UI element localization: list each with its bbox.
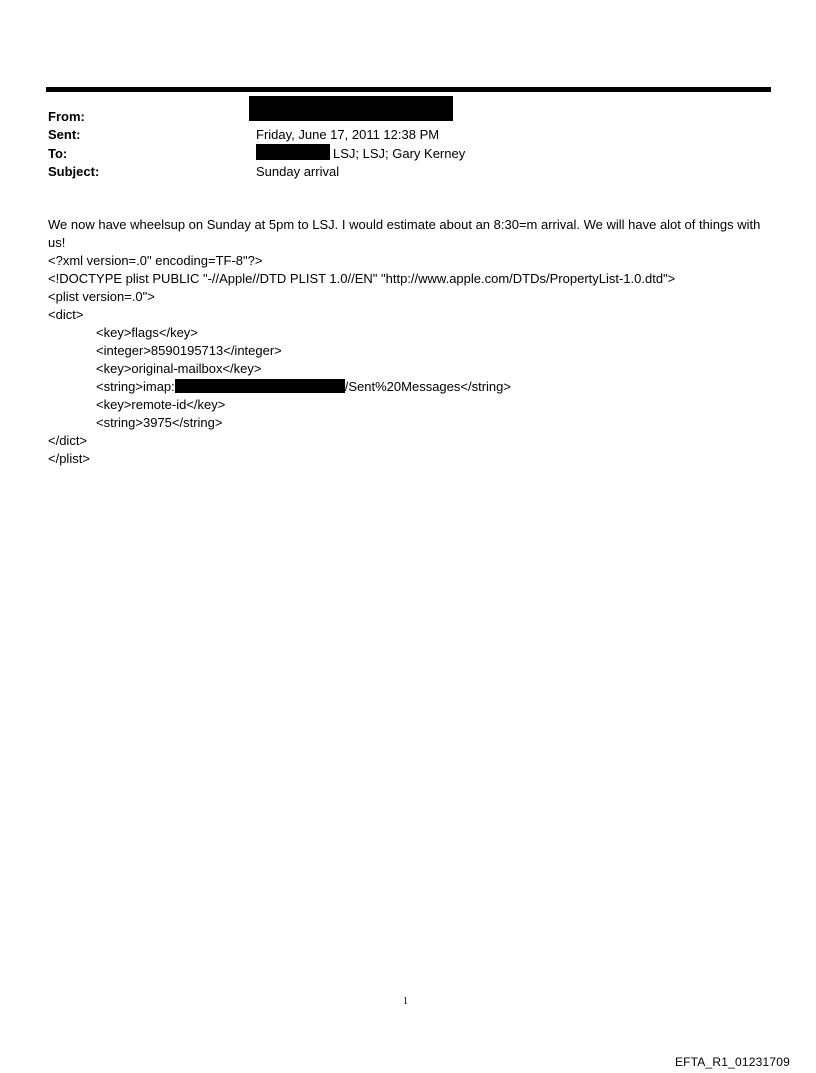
from-label: From: <box>48 109 85 124</box>
key-remote-line: <key>remote-id</key> <box>96 397 226 412</box>
key-mailbox-line: <key>original-mailbox</key> <box>96 361 262 376</box>
subject-value: Sunday arrival <box>256 164 340 179</box>
doctype-line: <!DOCTYPE plist PUBLIC "-//Apple//DTD PLIST 1.0//EN" "http://www.apple.com/DTDs/PropertyList-1.0.dtd"> <box>48 271 676 286</box>
dict-open-line: <dict> <box>48 307 84 322</box>
integer-line: <integer>8590195713</integer> <box>96 343 282 358</box>
key-flags-line: <key>flags</key> <box>96 325 198 340</box>
plist-open-line: <plist version=.0"> <box>48 289 155 304</box>
string-imap-prefix: <string>imap: <box>96 379 175 394</box>
from-redaction <box>249 96 453 121</box>
document-id: EFTA_R1_01231709 <box>674 1055 790 1069</box>
message-paragraph: We now have wheelsup on Sunday at 5pm to LSJ. I would estimate about an 8:30=m arrival. We will have alot of things with us! <box>48 217 761 250</box>
dict-close-line: </dict> <box>48 433 88 448</box>
to-value: LSJ; LSJ; Gary Kerney <box>333 146 466 161</box>
to-redaction <box>256 144 330 160</box>
page-number: 1 <box>403 996 408 1007</box>
xml-declaration-line: <?xml version=.0" encoding=TF-8"?> <box>48 253 263 268</box>
plist-close-line: </plist> <box>48 451 90 466</box>
message-body <box>48 216 768 468</box>
string-imap-suffix: /Sent%20Messages</string> <box>344 379 511 394</box>
top-rule <box>46 87 771 92</box>
subject-label: Subject: <box>48 164 100 179</box>
imap-redaction <box>175 379 345 393</box>
sent-value: Friday, June 17, 2011 12:38 PM <box>256 127 440 142</box>
sent-label: Sent: <box>48 127 81 142</box>
to-label: To: <box>48 146 68 161</box>
string-imap-line <box>48 378 768 396</box>
string-remote-line: <string>3975</string> <box>96 415 223 430</box>
